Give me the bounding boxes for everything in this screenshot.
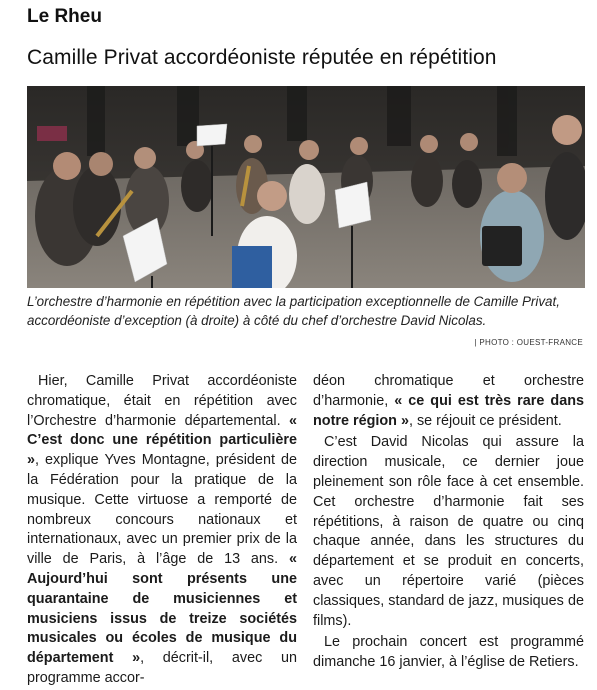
paragraph: déon chromatique et orchestre d’harmonie, « ce qui est très rare dans notre région », se réjouit ce président. (313, 373, 584, 429)
paragraph: Le prochain concert est programmé dimanche 16 janvier, à l’église de Retiers. (313, 634, 584, 671)
quote: « C’est donc une répétition particulière » (27, 412, 297, 469)
article-headline: Camille Privat accordéoniste réputée en répétition (27, 46, 497, 69)
orchestra-photo (27, 86, 585, 288)
paragraph: Hier, Camille Privat accordéoniste chromatique, était en répétition avec l’Orchestre d’harmonie départemental. « C’est donc une répétition particulière », explique Yves Montagne, président de la Fédération pour la pratique de la musique. Cette virtuose a remporté de nombreux concours nationaux et internationaux, avec un premier prix de la ville de Paris, à l’âge de 13 ans. « Aujourd’hui sont présents une quarantaine de musiciennes et musiciens issus de treize sociétés musicales ou écoles de musique du département », décrit-il, avec un programme accor- (27, 373, 297, 686)
photo-caption: L’orchestre d’harmonie en répétition avec la participation exceptionnelle de Camille Privat, accordéoniste d’exception (à droite) à côté du chef d’orchestre David Nicolas. (27, 294, 560, 328)
paragraph: C’est David Nicolas qui assure la direction musicale, ce dernier joue pleinement son rôle face à cet ensemble. Cet orchestre d’harmonie fait ses répétitions, à raison de quatre ou cinq chaque année, dans les structures du département et se produit en concerts, avec un répertoire varié (pièces classiques, standard de jazz, musiques de films). (313, 434, 584, 629)
quote: « ce qui est très rare dans notre région » (313, 392, 584, 429)
quote: « Aujourd’hui sont présents une quarantaine de musiciennes et musiciens issus de treize sociétés musicales ou écoles de musique du département » (27, 551, 297, 667)
photo-credit: | PHOTO : OUEST-FRANCE (474, 338, 583, 347)
article-column-1 (27, 372, 297, 689)
section-label: Le Rheu (27, 6, 102, 27)
article-column-2 (313, 372, 584, 673)
